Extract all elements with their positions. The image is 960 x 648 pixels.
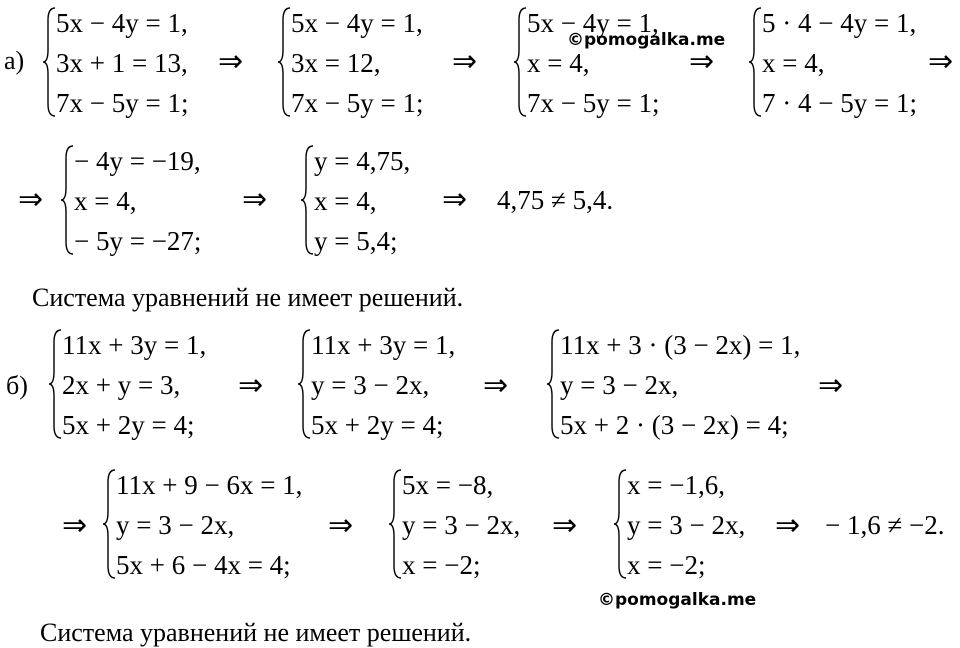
equation: 3x = 12, bbox=[291, 48, 381, 78]
watermark: ©pomogalka.me bbox=[567, 30, 726, 50]
equation: y = 5,4; bbox=[314, 226, 398, 256]
equation: 7x − 5y = 1; bbox=[291, 88, 424, 118]
result-inequality: − 1,6 ≠ −2. bbox=[825, 510, 945, 540]
implies-arrow: ⇒ bbox=[218, 44, 244, 79]
equation: x = −2; bbox=[402, 550, 481, 580]
curly-brace bbox=[748, 6, 762, 118]
system-b4 bbox=[102, 468, 322, 580]
equation: 2x + y = 3, bbox=[62, 370, 181, 400]
equation: x = 4, bbox=[527, 48, 590, 78]
implies-arrow: ⇒ bbox=[552, 508, 578, 543]
watermark: ©pomogalka.me bbox=[598, 590, 757, 610]
implies-arrow: ⇒ bbox=[689, 44, 715, 79]
equation: x = −2; bbox=[627, 550, 706, 580]
equation: 5x = −8, bbox=[402, 470, 494, 500]
equation: 5x − 4y = 1, bbox=[527, 8, 659, 38]
result-inequality: 4,75 ≠ 5,4. bbox=[497, 185, 614, 215]
implies-arrow: ⇒ bbox=[775, 508, 801, 543]
equation: 7x − 5y = 1; bbox=[527, 88, 660, 118]
equation: 5x − 4y = 1, bbox=[56, 8, 188, 38]
equation: y = 3 − 2x, bbox=[627, 510, 746, 540]
curly-brace bbox=[546, 328, 560, 440]
equation: x = 4, bbox=[74, 186, 137, 216]
system-b6 bbox=[613, 468, 773, 580]
equation: 11x + 9 − 6x = 1, bbox=[116, 470, 303, 500]
curly-brace bbox=[297, 328, 311, 440]
curly-brace bbox=[102, 468, 116, 580]
implies-arrow: ⇒ bbox=[328, 508, 354, 543]
equation: 11x + 3y = 1, bbox=[62, 330, 207, 360]
equation: y = 3 − 2x, bbox=[560, 370, 679, 400]
equation: − 5y = −27; bbox=[74, 226, 202, 256]
curly-brace bbox=[60, 144, 74, 256]
part-b-label: б) bbox=[6, 371, 28, 400]
equation: x = 4, bbox=[314, 186, 377, 216]
implies-arrow: ⇒ bbox=[18, 182, 44, 217]
system-a1 bbox=[42, 6, 242, 118]
system-b1 bbox=[48, 328, 233, 440]
equation: 7x − 5y = 1; bbox=[56, 88, 189, 118]
implies-arrow: ⇒ bbox=[238, 368, 264, 403]
equation: 3x + 1 = 13, bbox=[56, 48, 188, 78]
curly-brace bbox=[277, 6, 291, 118]
curly-brace bbox=[388, 468, 402, 580]
system-a2 bbox=[277, 6, 467, 118]
implies-arrow: ⇒ bbox=[452, 44, 478, 79]
implies-arrow: ⇒ bbox=[62, 508, 88, 543]
system-b3 bbox=[546, 328, 806, 440]
system-a4 bbox=[748, 6, 933, 118]
implies-arrow: ⇒ bbox=[442, 182, 468, 217]
curly-brace bbox=[48, 328, 62, 440]
system-a6 bbox=[300, 144, 430, 256]
system-a3 bbox=[513, 6, 703, 118]
equation: y = 3 − 2x, bbox=[402, 510, 521, 540]
system-b5 bbox=[388, 468, 548, 580]
equation: 11x + 3 · (3 − 2x) = 1, bbox=[560, 330, 801, 360]
curly-brace bbox=[513, 6, 527, 118]
curly-brace bbox=[42, 6, 56, 118]
equation: 11x + 3y = 1, bbox=[311, 330, 456, 360]
equation: 5x − 4y = 1, bbox=[291, 8, 423, 38]
equation: 5 · 4 − 4y = 1, bbox=[762, 8, 917, 38]
conclusion-text: Система уравнений не имеет решений. bbox=[32, 283, 464, 312]
equation: x = 4, bbox=[762, 48, 825, 78]
equation: y = 3 − 2x, bbox=[311, 370, 430, 400]
implies-arrow: ⇒ bbox=[928, 44, 954, 79]
curly-brace bbox=[300, 144, 314, 256]
equation: 5x + 2y = 4; bbox=[311, 410, 444, 440]
equation: y = 4,75, bbox=[314, 146, 411, 176]
equation: 5x + 2y = 4; bbox=[62, 410, 195, 440]
implies-arrow: ⇒ bbox=[483, 368, 509, 403]
system-b2 bbox=[297, 328, 482, 440]
equation: − 4y = −19, bbox=[74, 146, 201, 176]
implies-arrow: ⇒ bbox=[818, 368, 844, 403]
equation: y = 3 − 2x, bbox=[116, 510, 235, 540]
implies-arrow: ⇒ bbox=[242, 182, 268, 217]
equation: x = −1,6, bbox=[627, 470, 725, 500]
curly-brace bbox=[613, 468, 627, 580]
equation: 5x + 6 − 4x = 4; bbox=[116, 550, 291, 580]
part-a-label: а) bbox=[4, 46, 25, 75]
equation: 7 · 4 − 5y = 1; bbox=[762, 88, 917, 118]
system-a5 bbox=[60, 144, 230, 256]
conclusion-text: Система уравнений не имеет решений. bbox=[40, 618, 472, 647]
equation: 5x + 2 · (3 − 2x) = 4; bbox=[560, 410, 789, 440]
